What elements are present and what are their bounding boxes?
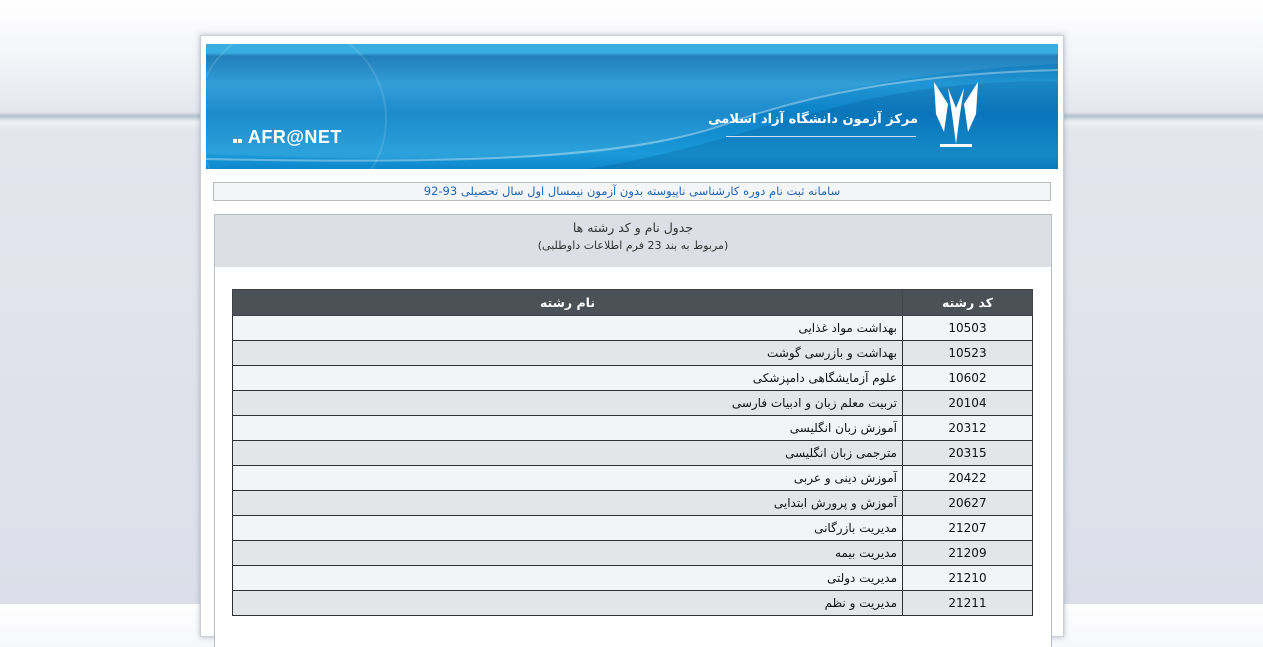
major-code-cell: 20627 [903,491,1033,516]
major-name-cell: مدیریت و نظم [233,591,903,616]
major-code-cell: 21211 [903,591,1033,616]
major-code-cell: 21209 [903,541,1033,566]
table-header-panel [214,214,1052,268]
banner-divider [726,136,916,137]
table-row [233,491,1033,516]
major-name-cell: آموزش و پرورش ابتدایی [233,491,903,516]
major-code-cell: 10602 [903,366,1033,391]
table-row [233,516,1033,541]
university-emblem-icon [926,74,986,154]
major-code-cell: 21210 [903,566,1033,591]
major-code-cell: 20312 [903,416,1033,441]
system-title-bar: سامانه ثبت نام دوره کارشناسی ناپیوسته بدون آزمون نیمسال اول سال تحصیلی 93-92 [213,182,1051,201]
major-codes-table [232,289,1033,616]
table-row [233,416,1033,441]
table-row [233,591,1033,616]
table-row [233,466,1033,491]
column-header-code: کد رشته [903,290,1033,316]
major-name-cell: تربیت معلم زبان و ادبیات فارسی [233,391,903,416]
major-code-cell: 20422 [903,466,1033,491]
table-row [233,316,1033,341]
header-banner [206,44,1058,169]
column-header-name: نام رشته [233,290,903,316]
table-row [233,441,1033,466]
panel-note: (مربوط به بند 23 فرم اطلاعات داوطلبی) [537,239,729,252]
table-header-row [233,290,1033,316]
table-row [233,366,1033,391]
table-row [233,541,1033,566]
page-container [200,35,1064,637]
major-name-cell: مدیریت دولتی [233,566,903,591]
major-name-cell: بهداشت و بازرسی گوشت [233,341,903,366]
major-code-cell: 10503 [903,316,1033,341]
major-name-cell: بهداشت مواد غذایی [233,316,903,341]
major-code-cell: 20104 [903,391,1033,416]
banner-title: مرکز آزمون دانشگاه آزاد اسلامی [708,112,918,127]
major-name-cell: مترجمی زبان انگلیسی [233,441,903,466]
table-row [233,341,1033,366]
major-name-cell: مدیریت بازرگانی [233,516,903,541]
major-name-cell: آموزش دینی و عربی [233,466,903,491]
major-code-cell: 21207 [903,516,1033,541]
panel-title: جدول نام و کد رشته ها [572,220,694,235]
major-code-cell: 20315 [903,441,1033,466]
major-name-cell: مدیریت بیمه [233,541,903,566]
major-name-cell: علوم آزمایشگاهی دامپزشکی [233,366,903,391]
table-row [233,391,1033,416]
major-name-cell: آموزش زبان انگلیسی [233,416,903,441]
afranet-logo: AFR@NET [233,127,342,148]
table-row [233,566,1033,591]
major-code-cell: 10523 [903,341,1033,366]
